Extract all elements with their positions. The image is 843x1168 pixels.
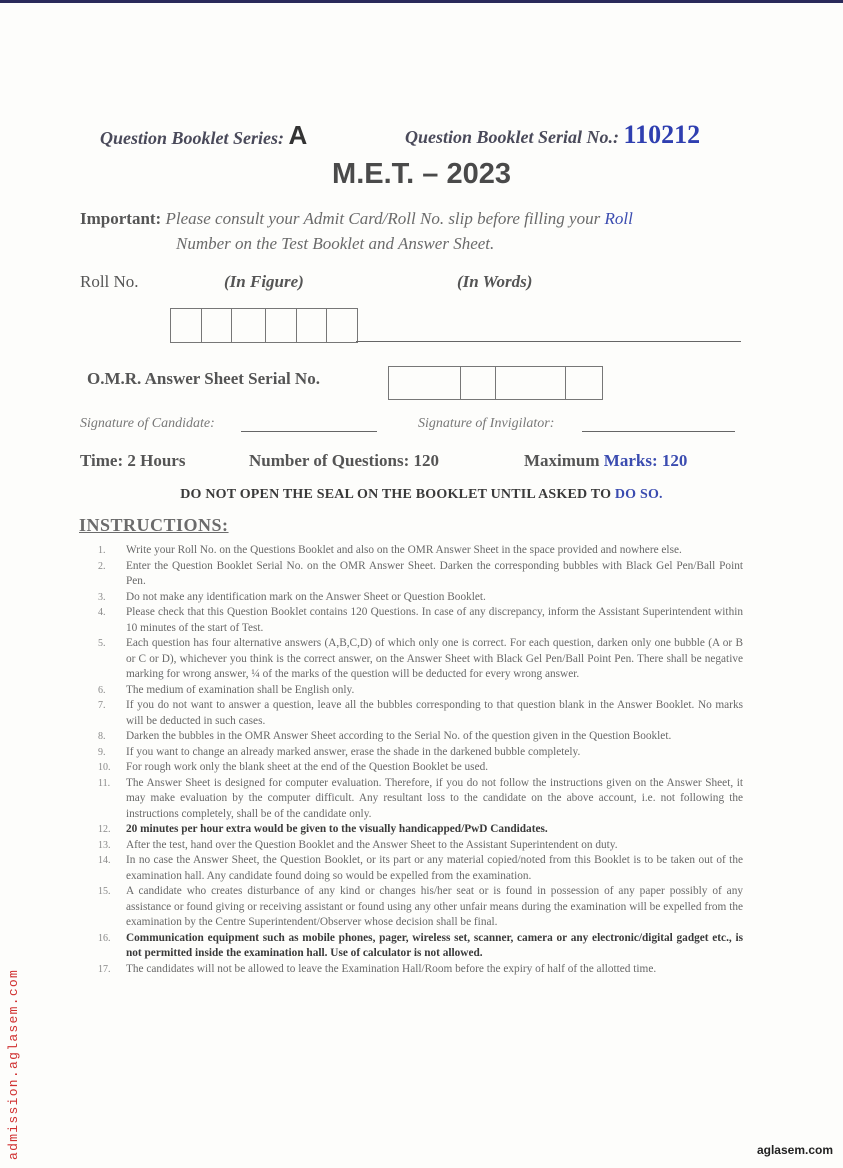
instruction-text: In no case the Answer Sheet, the Question Booklet, or its part or any material copied/noted from this Booklet is to be taken out of the examination hall. Any candidate found doing so would be expelled from the examination.: [126, 854, 743, 882]
instruction-text: Darken the bubbles in the OMR Answer Sheet according to the Serial No. of the question given in the Question Booklet.: [126, 730, 672, 742]
exam-time: Time: 2 Hours: [80, 451, 186, 470]
candidate-signature-line[interactable]: [241, 431, 377, 432]
instruction-text: The medium of examination shall be English only.: [126, 683, 355, 696]
instruction-number: 4.: [98, 607, 106, 618]
instruction-number: 16.: [98, 932, 111, 944]
roll-box[interactable]: [171, 309, 202, 342]
roll-in-figure: (In Figure): [224, 272, 304, 291]
top-border: [0, 0, 843, 3]
instruction-number: 17.: [98, 963, 111, 975]
omr-box[interactable]: [461, 367, 496, 399]
instruction-number: 10.: [98, 762, 111, 773]
booklet-serial: [405, 120, 700, 150]
roll-box[interactable]: [297, 309, 328, 342]
instruction-item: [98, 559, 743, 590]
instruction-text: If you want to change an already marked answer, erase the shade in the darkened bubble completely.: [126, 745, 581, 758]
omr-label: O.M.R. Answer Sheet Serial No.: [87, 369, 320, 388]
instruction-number: 6.: [98, 684, 106, 696]
omr-box[interactable]: [566, 367, 602, 399]
important-note: [80, 206, 745, 256]
instruction-text: Enter the Question Booklet Serial No. on the OMR Answer Sheet. Darken the corresponding bubbles with Black Gel Pen/Ball Point Pen.: [126, 559, 743, 587]
series-label: Question Booklet Series:: [100, 128, 285, 148]
instruction-number: 7.: [98, 700, 106, 711]
instruction-number: 1.: [98, 545, 106, 556]
omr-box[interactable]: [389, 367, 461, 399]
instruction-text: The Answer Sheet is designed for computer evaluation. Therefore, if you do not follow the instructions given on the Answer Sheet, it may make evaluation by the computer difficult. Any resultant loss to the candidate on the above account, i.e. not following the instructions completely, shall be of the candidate only.: [126, 776, 743, 820]
watermark: admission.aglasem.com: [6, 968, 21, 1160]
roll-box[interactable]: [202, 309, 233, 342]
question-count: Number of Questions: 120: [249, 451, 439, 470]
serial-label: Question Booklet Serial No.:: [405, 127, 620, 147]
instruction-text: For rough work only the blank sheet at the end of the Question Booklet be used.: [126, 761, 489, 773]
instruction-item: [98, 884, 743, 931]
roll-label: Roll No.: [80, 272, 139, 291]
brand-footer[interactable]: aglasem.com: [756, 1143, 833, 1157]
instruction-item: [98, 838, 743, 854]
instruction-item: [98, 729, 743, 745]
instruction-number: 13.: [98, 839, 111, 851]
instruction-item: [98, 636, 743, 683]
instruction-text: Do not make any identification mark on the Answer Sheet or Question Booklet.: [126, 590, 486, 603]
instruction-text: If you do not want to answer a question, leave all the bubbles corresponding to that question blank in the Answer Booklet. No marks will be deducted in such cases.: [126, 699, 743, 727]
exam-title: M.E.T. – 2023: [332, 158, 511, 190]
omr-serial-boxes[interactable]: [388, 366, 603, 400]
instruction-text: Communication equipment such as mobile phones, pager, wireless set, scanner, camera or any electronic/digital gadget etc., is not permitted inside the examination hall. Use of calculator is not allowed.: [126, 931, 743, 959]
roll-in-words: (In Words): [457, 272, 533, 291]
instruction-text: 20 minutes per hour extra would be given to the visually handicapped/PwD Candidates.: [126, 823, 548, 835]
instruction-number: 11.: [98, 777, 111, 789]
instruction-item: [98, 605, 743, 636]
max-marks: [524, 451, 687, 471]
instruction-item: [98, 698, 743, 729]
booklet-series: [100, 120, 307, 151]
instruction-number: 8.: [98, 731, 106, 742]
roll-number-boxes[interactable]: [170, 308, 358, 343]
instruction-item: [98, 590, 743, 606]
roll-box[interactable]: [327, 309, 357, 342]
instructions-heading: INSTRUCTIONS:: [79, 515, 229, 535]
instruction-text: A candidate who creates disturbance of any kind or changes his/her seat or is found in possession of any paper possibly of any assistance or found giving or receiving assistant or found using any other unfair means during the examination will be expelled from the examination by the Centre Superintendent/Observer whose decision shall be final.: [126, 885, 743, 928]
instruction-number: 14.: [98, 855, 111, 866]
instruction-number: 5.: [98, 638, 106, 649]
instruction-text: Please check that this Question Booklet contains 120 Questions. In case of any discrepancy, inform the Assistant Superintendent within 10 minutes of the start of Test.: [126, 606, 743, 634]
instruction-number: 2.: [98, 560, 106, 572]
important-text: Please consult your Admit Card/Roll No. slip before filling your: [165, 209, 601, 228]
instruction-item: [98, 776, 743, 823]
instructions-list: [98, 543, 743, 977]
instruction-number: 3.: [98, 591, 106, 603]
serial-value: 110212: [623, 120, 701, 149]
instruction-number: 12.: [98, 824, 111, 835]
max-marks-value: Marks: 120: [603, 451, 688, 470]
important-text-2: Number on the Test Booklet and Answer Sheet.: [176, 234, 495, 253]
candidate-signature-label: Signature of Candidate:: [80, 416, 215, 431]
series-value: A: [288, 120, 308, 150]
instruction-text: The candidates will not be allowed to leave the Examination Hall/Room before the expiry of half of the allotted time.: [126, 962, 657, 975]
invigilator-signature-label: Signature of Invigilator:: [418, 416, 555, 431]
seal-warning-text: DO NOT OPEN THE SEAL ON THE BOOKLET UNTIL ASKED TO: [180, 487, 612, 502]
instruction-item: [98, 760, 743, 776]
invigilator-signature-line[interactable]: [582, 431, 735, 432]
roll-box[interactable]: [232, 309, 266, 342]
instruction-number: 15.: [98, 886, 111, 897]
instruction-item: [98, 962, 743, 978]
instruction-text: Each question has four alternative answers (A,B,C,D) of which only one is correct. For each question, darken only one bubble (A or B or C or D), whichever you think is the correct answer, on the Answer Sheet with Black Gel Pen/Ball Point Pen. There shall be negative marking for wrong answer, ¼ of the marks of the question will be deducted for every wrong answer.: [126, 637, 743, 680]
instruction-text: Write your Roll No. on the Questions Booklet and also on the OMR Answer Sheet in the space provided and nowhere else.: [126, 544, 682, 556]
instruction-item: [98, 853, 743, 884]
instruction-item: [98, 745, 743, 761]
roll-box[interactable]: [266, 309, 297, 342]
important-label: Important:: [80, 209, 162, 228]
max-marks-label: Maximum: [524, 451, 600, 470]
instruction-number: 9.: [98, 746, 106, 758]
seal-warning: [0, 487, 843, 503]
instruction-item: [98, 683, 743, 699]
instruction-item: [98, 543, 743, 559]
omr-box[interactable]: [496, 367, 567, 399]
important-text-blue: Roll: [604, 209, 633, 228]
seal-warning-blue: DO SO.: [614, 487, 663, 502]
roll-in-words-line[interactable]: [356, 341, 741, 342]
instruction-text: After the test, hand over the Question Booklet and the Answer Sheet to the Assistant Superintendent on duty.: [126, 838, 618, 851]
instruction-item: [98, 822, 743, 838]
instruction-item: [98, 931, 743, 962]
